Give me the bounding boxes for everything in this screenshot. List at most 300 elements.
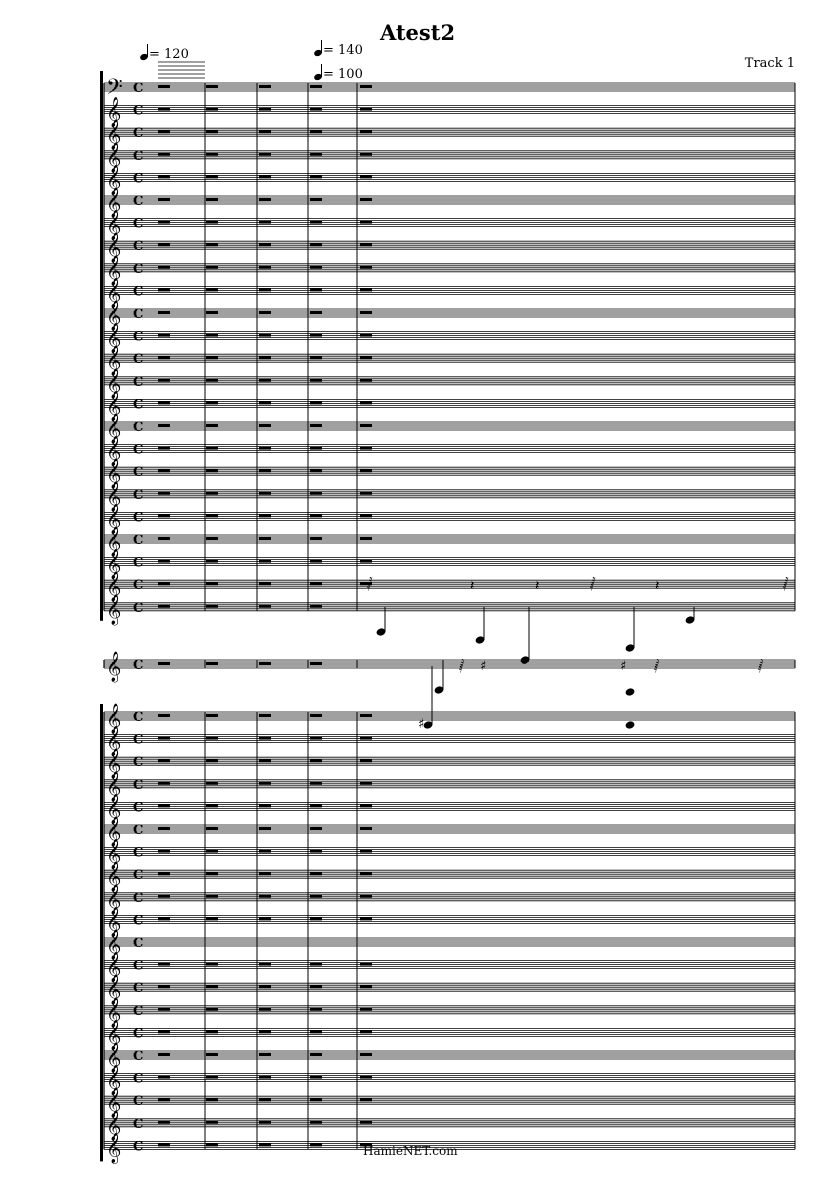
time-signature: C: [133, 216, 144, 232]
time-signature: C: [133, 465, 144, 481]
whole-rest: [158, 108, 170, 111]
time-signature: C: [133, 800, 144, 816]
whole-rest: [360, 85, 372, 88]
whole-rest: [360, 379, 372, 382]
whole-rest: [360, 714, 372, 717]
whole-rest: [259, 424, 271, 427]
whole-rest: [206, 356, 218, 359]
whole-rest: [158, 311, 170, 314]
whole-rest: [259, 759, 271, 762]
whole-rest: [206, 804, 218, 807]
time-signature: C: [133, 710, 144, 725]
whole-rest: [158, 153, 170, 156]
whole-rest: [206, 827, 218, 830]
whole-rest: [310, 469, 322, 472]
whole-rest: [158, 714, 170, 717]
time-signature: C: [133, 981, 144, 997]
whole-rest: [206, 198, 218, 201]
treble-clef: 𝄞: [106, 459, 122, 490]
whole-rest: [158, 850, 170, 853]
whole-rest: [259, 827, 271, 830]
whole-rest: [206, 1076, 218, 1079]
treble-clef: 𝄞: [106, 1110, 122, 1141]
whole-rest: [206, 1098, 218, 1101]
whole-rest: [360, 963, 372, 966]
treble-clef: 𝄞: [106, 436, 122, 467]
whole-rest: [310, 963, 322, 966]
time-signature: C: [133, 81, 144, 96]
whole-rest: [158, 895, 170, 898]
whole-rest: [310, 1030, 322, 1033]
whole-rest: [360, 759, 372, 762]
whole-rest: [259, 1121, 271, 1124]
time-signature: C: [133, 890, 144, 906]
time-signature: C: [133, 868, 144, 884]
time-signature: C: [133, 555, 144, 571]
treble-clef: 𝄞: [106, 749, 122, 780]
treble-clef: 𝄞: [106, 527, 122, 557]
whole-rest: [360, 288, 372, 291]
whole-rest: [310, 334, 322, 337]
whole-rest: [259, 537, 271, 540]
whole-rest: [360, 985, 372, 988]
whole-rest: [158, 759, 170, 762]
whole-rest: [310, 447, 322, 450]
treble-clef: 𝄞: [106, 997, 122, 1028]
time-signature: C: [133, 420, 144, 435]
whole-rest: [259, 737, 271, 740]
time-signature: C: [133, 284, 144, 300]
whole-rest: [310, 582, 322, 585]
whole-rest: [259, 985, 271, 988]
whole-rest: [158, 782, 170, 785]
whole-rest: [206, 985, 218, 988]
whole-rest: [206, 401, 218, 404]
time-signature: C: [133, 823, 144, 838]
sharp-sign: ♯: [480, 659, 487, 674]
time-signature: C: [133, 777, 144, 793]
rest-small: 𝅂: [459, 659, 465, 673]
whole-rest: [206, 917, 218, 920]
whole-rest: [310, 605, 322, 608]
treble-clef: 𝄞: [106, 142, 122, 173]
rest-small: 𝅂: [367, 577, 373, 591]
score-title: Atest2: [379, 20, 456, 45]
time-signature: C: [133, 307, 144, 322]
whole-rest: [206, 1008, 218, 1011]
whole-rest: [360, 356, 372, 359]
whole-rest: [360, 872, 372, 875]
whole-rest: [360, 447, 372, 450]
whole-rest: [158, 1053, 170, 1056]
whole-rest: [158, 424, 170, 427]
tempo-mark-120: [140, 46, 189, 62]
whole-rest: [206, 85, 218, 88]
rest-small: 𝅂: [654, 659, 660, 673]
whole-rest: [206, 221, 218, 224]
treble-clef: 𝄞: [106, 952, 122, 983]
whole-rest: [310, 895, 322, 898]
whole-rest: [360, 401, 372, 404]
whole-rest: [158, 175, 170, 178]
whole-rest: [259, 266, 271, 269]
quarter-rest: 𝄽: [470, 578, 475, 594]
treble-clef: 𝄞: [106, 481, 122, 512]
time-signature: C: [133, 1026, 144, 1042]
treble-clef: 𝄞: [106, 862, 122, 893]
whole-rest: [310, 782, 322, 785]
whole-rest: [206, 782, 218, 785]
treble-clef: 𝄞: [106, 839, 122, 870]
time-signature: C: [133, 1049, 144, 1064]
whole-rest: [206, 334, 218, 337]
treble-clef: 𝄞: [106, 1020, 122, 1051]
treble-clef: 𝄞: [106, 346, 122, 377]
whole-rest: [310, 985, 322, 988]
whole-rest: [360, 492, 372, 495]
whole-rest: [259, 288, 271, 291]
time-signature: C: [133, 397, 144, 413]
whole-rest: [158, 266, 170, 269]
treble-clef: 𝄞: [106, 594, 122, 625]
treble-clef: 𝄞: [106, 794, 122, 825]
whole-rest: [259, 492, 271, 495]
whole-rest: [259, 582, 271, 585]
whole-rest: [360, 198, 372, 201]
time-signature: C: [133, 352, 144, 368]
rest-small: 𝅂: [758, 659, 764, 673]
whole-rest: [259, 311, 271, 314]
whole-rest: [158, 492, 170, 495]
treble-clef: 𝄞: [106, 907, 122, 938]
whole-rest: [259, 963, 271, 966]
whole-rest: [206, 379, 218, 382]
whole-rest: [206, 311, 218, 314]
whole-rest: [259, 175, 271, 178]
whole-rest: [310, 379, 322, 382]
whole-rest: [310, 804, 322, 807]
whole-rest: [158, 1030, 170, 1033]
whole-rest: [158, 537, 170, 540]
rest-small: 𝅂: [783, 577, 789, 591]
time-signature: C: [133, 510, 144, 526]
whole-rest: [206, 1143, 218, 1146]
whole-rest: [259, 662, 271, 665]
whole-rest: [259, 221, 271, 224]
whole-rest: [206, 1030, 218, 1033]
whole-rest: [259, 85, 271, 88]
whole-rest: [259, 198, 271, 201]
whole-rest: [310, 424, 322, 427]
whole-rest: [310, 872, 322, 875]
whole-rest: [310, 714, 322, 717]
whole-rest: [206, 1121, 218, 1124]
treble-clef: 𝄞: [106, 549, 122, 580]
whole-rest: [310, 401, 322, 404]
treble-clef: 𝄞: [106, 323, 122, 354]
whole-rest: [206, 560, 218, 563]
time-signature: C: [133, 329, 144, 345]
whole-rest: [360, 782, 372, 785]
whole-rest: [259, 153, 271, 156]
whole-rest: [310, 492, 322, 495]
whole-rest: [206, 850, 218, 853]
rest-small: 𝅂: [590, 577, 596, 591]
bass-clef: 𝄢: [106, 75, 123, 105]
whole-rest: [310, 198, 322, 201]
time-signature: C: [133, 533, 144, 548]
whole-rest: [310, 311, 322, 314]
whole-rest: [310, 266, 322, 269]
whole-rest: [360, 917, 372, 920]
treble-clef: 𝄞: [106, 255, 122, 286]
time-signature: C: [133, 936, 144, 951]
quarter-note-icon: [140, 46, 149, 60]
whole-rest: [158, 514, 170, 517]
whole-rest: [206, 872, 218, 875]
whole-rest: [259, 356, 271, 359]
tempo-value: = 120: [149, 47, 189, 62]
treble-clef: 𝄞: [106, 165, 122, 196]
whole-rest: [158, 582, 170, 585]
whole-rest: [310, 356, 322, 359]
whole-rest: [259, 447, 271, 450]
whole-rest: [310, 130, 322, 133]
whole-rest: [360, 850, 372, 853]
whole-rest: [206, 492, 218, 495]
whole-rest: [206, 605, 218, 608]
time-signature: C: [133, 261, 144, 277]
whole-rest: [360, 266, 372, 269]
whole-rest: [259, 108, 271, 111]
whole-rest: [158, 662, 170, 665]
time-signature: C: [133, 103, 144, 119]
whole-rest: [158, 401, 170, 404]
whole-rest: [310, 1143, 322, 1146]
whole-rest: [310, 1076, 322, 1079]
whole-rest: [360, 737, 372, 740]
whole-rest: [206, 469, 218, 472]
whole-rest: [259, 872, 271, 875]
whole-rest: [310, 1121, 322, 1124]
whole-rest: [310, 1098, 322, 1101]
whole-rest: [360, 560, 372, 563]
treble-clef: 𝄞: [106, 97, 122, 128]
whole-rest: [310, 108, 322, 111]
whole-rest: [259, 1143, 271, 1146]
treble-clef: 𝄞: [106, 391, 122, 422]
time-signature: C: [133, 171, 144, 187]
whole-rest: [310, 850, 322, 853]
whole-rest: [310, 221, 322, 224]
treble-clef: 𝄞: [106, 930, 122, 960]
whole-rest: [360, 1008, 372, 1011]
treble-clef: 𝄞: [106, 704, 122, 734]
whole-rest: [206, 1053, 218, 1056]
whole-rest: [360, 108, 372, 111]
time-signature: C: [133, 148, 144, 164]
whole-rest: [206, 537, 218, 540]
whole-rest: [158, 1121, 170, 1124]
whole-rest: [206, 243, 218, 246]
footer-credit: HamieNET.com: [363, 1144, 458, 1158]
note-head: [625, 720, 636, 730]
quarter-rest: 𝄽: [655, 578, 660, 594]
whole-rest: [310, 737, 322, 740]
treble-clef: 𝄞: [106, 1043, 122, 1073]
whole-rest: [206, 175, 218, 178]
track-label: Track 1: [744, 56, 795, 71]
whole-rest: [259, 850, 271, 853]
whole-rest: [259, 379, 271, 382]
whole-rest: [360, 804, 372, 807]
whole-rest: [360, 334, 372, 337]
whole-rest: [158, 85, 170, 88]
treble-clef: 𝄞: [106, 817, 122, 847]
sharp-sign: ♯: [418, 717, 425, 732]
whole-rest: [158, 1143, 170, 1146]
whole-rest: [158, 288, 170, 291]
whole-rest: [158, 605, 170, 608]
whole-rest: [259, 714, 271, 717]
whole-rest: [158, 447, 170, 450]
time-signature: C: [133, 600, 144, 616]
whole-rest: [360, 1098, 372, 1101]
whole-rest: [158, 872, 170, 875]
time-signature: C: [133, 1071, 144, 1087]
whole-rest: [259, 560, 271, 563]
whole-rest: [310, 917, 322, 920]
whole-rest: [158, 917, 170, 920]
whole-rest: [259, 1076, 271, 1079]
whole-rest: [158, 198, 170, 201]
treble-clef: 𝄞: [106, 120, 122, 151]
whole-rest: [360, 424, 372, 427]
quarter-note-icon: [314, 42, 323, 56]
whole-rest: [206, 963, 218, 966]
whole-rest: [206, 759, 218, 762]
whole-rest: [360, 827, 372, 830]
treble-clef: 𝄞: [106, 726, 122, 757]
whole-rest: [206, 582, 218, 585]
time-signature: C: [133, 194, 144, 209]
whole-rest: [206, 514, 218, 517]
whole-rest: [259, 514, 271, 517]
treble-clef: 𝄞: [106, 1088, 122, 1119]
whole-rest: [206, 130, 218, 133]
whole-rest: [158, 243, 170, 246]
whole-rest: [206, 266, 218, 269]
whole-rest: [206, 288, 218, 291]
whole-rest: [259, 605, 271, 608]
whole-rest: [310, 175, 322, 178]
tempo-mark-140: [314, 42, 363, 58]
treble-clef: 𝄞: [106, 504, 122, 535]
treble-clef: 𝄞: [106, 414, 122, 444]
whole-rest: [360, 514, 372, 517]
whole-rest: [158, 985, 170, 988]
time-signature: C: [133, 1003, 144, 1019]
whole-rest: [206, 662, 218, 665]
whole-rest: [360, 311, 372, 314]
whole-rest: [259, 1008, 271, 1011]
whole-rest: [360, 1121, 372, 1124]
whole-rest: [360, 895, 372, 898]
time-signature: C: [133, 1116, 144, 1132]
whole-rest: [360, 243, 372, 246]
time-signature: C: [133, 442, 144, 458]
whole-rest: [360, 130, 372, 133]
whole-rest: [310, 827, 322, 830]
sharp-sign: ♯: [620, 659, 627, 674]
whole-rest: [360, 469, 372, 472]
whole-rest: [206, 895, 218, 898]
whole-rest: [360, 175, 372, 178]
whole-rest: [206, 737, 218, 740]
whole-rest: [259, 401, 271, 404]
whole-rest: [158, 1008, 170, 1011]
time-signature: C: [133, 1139, 144, 1155]
treble-clef: 𝄞: [106, 1133, 122, 1164]
whole-rest: [259, 804, 271, 807]
note-head: [625, 687, 636, 697]
whole-rest: [310, 288, 322, 291]
whole-rest: [206, 153, 218, 156]
whole-rest: [158, 469, 170, 472]
treble-clef: 𝄞: [106, 278, 122, 309]
time-signature: C: [133, 845, 144, 861]
whole-rest: [360, 537, 372, 540]
system-bracket: [100, 71, 103, 621]
time-signature: C: [133, 126, 144, 142]
time-signature: C: [133, 374, 144, 390]
whole-rest: [360, 1053, 372, 1056]
treble-clef: 𝄞: [106, 572, 122, 603]
whole-rest: [158, 1098, 170, 1101]
treble-clef: 𝄞: [106, 884, 122, 915]
whole-rest: [360, 1030, 372, 1033]
tempo-mark-100: [314, 66, 363, 82]
whole-rest: [310, 514, 322, 517]
whole-rest: [360, 1076, 372, 1079]
whole-rest: [310, 243, 322, 246]
whole-rest: [206, 108, 218, 111]
tempo-value: = 140: [323, 43, 363, 58]
time-signature: C: [133, 658, 144, 673]
time-signature: C: [133, 755, 144, 771]
whole-rest: [310, 85, 322, 88]
treble-clef: 𝄞: [106, 1065, 122, 1096]
whole-rest: [259, 917, 271, 920]
whole-rest: [158, 379, 170, 382]
whole-rest: [310, 153, 322, 156]
treble-clef: 𝄞: [106, 301, 122, 331]
whole-rest: [360, 221, 372, 224]
whole-rest: [259, 469, 271, 472]
time-signature: C: [133, 239, 144, 255]
whole-rest: [206, 447, 218, 450]
time-signature: C: [133, 913, 144, 929]
whole-rest: [360, 153, 372, 156]
whole-rest: [310, 1053, 322, 1056]
time-signature: C: [133, 1094, 144, 1110]
whole-rest: [259, 243, 271, 246]
treble-clef: 𝄞: [106, 210, 122, 241]
whole-rest: [259, 1098, 271, 1101]
whole-rest: [158, 334, 170, 337]
whole-rest: [310, 537, 322, 540]
quarter-note-icon: [314, 66, 323, 80]
